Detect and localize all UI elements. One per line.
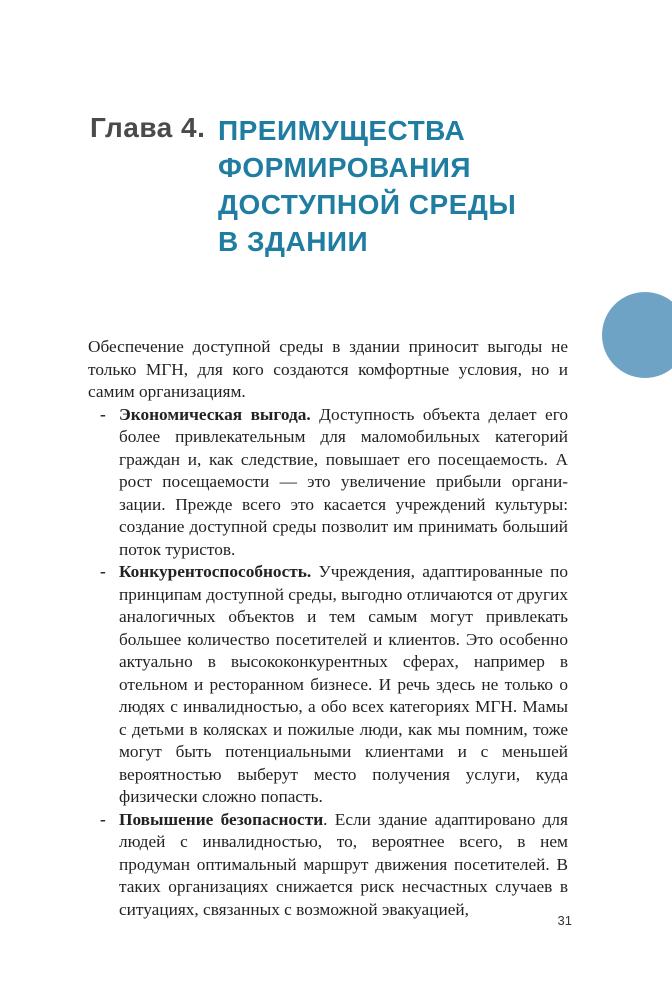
chapter-title-line: ДОСТУПНОЙ СРЕДЫ: [218, 189, 517, 220]
benefit-item-safety: [88, 809, 568, 922]
chapter-title-line: ПРЕИМУЩЕСТВА: [218, 115, 466, 146]
benefit-term: Повышение безопасности: [119, 809, 324, 829]
page-number: 31: [557, 913, 572, 928]
body-text: [88, 336, 568, 921]
benefit-term: Экономическая выгода.: [119, 404, 311, 424]
chapter-label: Глава 4.: [90, 112, 206, 143]
benefit-item-competitiveness: [88, 561, 568, 809]
chapter-title-line: ФОРМИРОВАНИЯ: [218, 152, 472, 183]
benefits-list: [88, 404, 568, 922]
intro-paragraph: Обеспечение доступной среды в здании приносит выгоды не только МГН, для кого создаются комфортные условия, но и самим организациям.: [88, 337, 568, 401]
benefit-text: Учреждения, адаптированные по принципам доступной среды, выгодно отличаются от других аналогичных объектов и тем самым могут привлекать большее количество посетителей и клиентов. Это особенно актуально в высококонкурентных сферах, например в отельном и ресторанном бизнесе. И речь здесь не только о людях с инвалидностью, а обо всех категориях МГН. Мамы с детьми в колясках и пожилые люди, как мы помним, тоже могут быть потенциальными клиентами и с меньшей вероятностью выберут место получения услуги, куда физически сложно попасть.: [119, 562, 568, 806]
chapter-title: [218, 112, 516, 260]
benefit-item-economic: [88, 404, 568, 562]
benefit-term: Конкурентоспособность.: [119, 562, 312, 581]
benefit-text: Доступность объекта делает его более привлекательным для маломобильных категорий граждан и, как следствие, повышает его посещаемость. А рост посещаемости — это увеличение прибыли организации. Прежде всего это касается учреждений культуры: создание доступной среды позволит им принимать больший поток туристов.: [119, 404, 569, 559]
chapter-tab-circle: [602, 292, 672, 378]
benefit-text: . Если здание адаптировано для людей с инвалидностью, то, вероятнее всего, в нем продуман оптимальный маршрут движения посетителей. В таких организациях снижается риск несчастных случаев в ситуациях, связанных с возможной эвакуацией,: [119, 809, 568, 919]
chapter-title-line: В ЗДАНИИ: [218, 226, 369, 257]
